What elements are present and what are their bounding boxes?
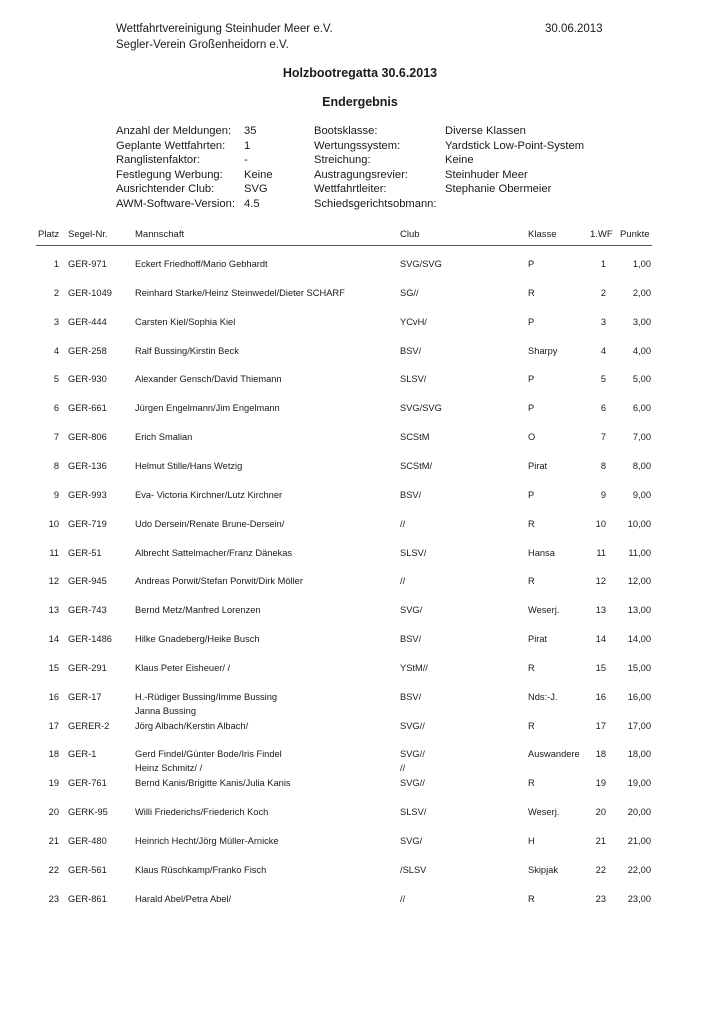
table-row <box>0 345 720 373</box>
cell-platz: 22 <box>48 864 59 875</box>
cell-crew: Jörg Albach/Kerstin Albach/ <box>135 720 249 731</box>
cell-klasse: R <box>528 576 535 587</box>
info-right-value-5 <box>445 197 584 212</box>
cell-wf: 19 <box>595 778 606 789</box>
regatta-title: Holzbootregatta 30.6.2013 <box>282 66 438 80</box>
cell-klasse: R <box>528 287 535 298</box>
cell-crew: Klaus Peter Eisheuer/ / <box>135 662 231 673</box>
cell-klasse: R <box>528 778 535 789</box>
cell-club: SVG/SVG <box>400 403 442 414</box>
cell-crew: Heinrich Hecht/Jörg Müller-Arnicke <box>135 836 279 846</box>
info-right-label-3: Austragungsrevier: <box>314 168 408 181</box>
cell-wf: 20 <box>595 807 606 818</box>
cell-crew: Carsten Kiel/Sophia Kiel <box>135 316 236 327</box>
cell-wf: 9 <box>600 489 606 500</box>
cell-klasse: R <box>528 518 535 529</box>
cell-wf: 22 <box>595 864 606 875</box>
header-crew: Mannschaft <box>135 229 185 240</box>
header-divider <box>36 245 652 246</box>
document-date: 30.06.2013 <box>545 23 603 35</box>
cell-club: BSV/ <box>400 691 422 702</box>
cell-punkte: 9,00 <box>632 489 651 500</box>
info-left-label-2: Ranglistenfaktor: <box>116 154 200 167</box>
cell-platz: 11 <box>49 547 59 558</box>
info-right-value-4: Stephanie Obermeier <box>445 183 552 196</box>
cell-platz: 19 <box>48 778 59 789</box>
header-wf: 1.WF <box>590 229 613 240</box>
cell-crew: Alexander Gensch/David Thiemann <box>135 374 282 385</box>
cell-crew: Willi Friederichs/Friederich Koch <box>135 807 269 818</box>
cell-wf: 12 <box>595 576 606 587</box>
cell-platz: 5 <box>53 374 59 385</box>
table-row <box>0 402 720 430</box>
cell-klasse: O <box>528 432 536 443</box>
cell-platz: 13 <box>48 605 59 616</box>
header-club: Club <box>400 229 420 240</box>
cell-platz: 14 <box>48 634 59 645</box>
cell-wf: 7 <box>600 432 606 443</box>
info-left-value-2: - <box>244 154 248 167</box>
cell-platz: 21 <box>48 836 59 846</box>
cell-punkte: 7,00 <box>632 432 651 443</box>
cell-punkte: 1,00 <box>632 259 651 269</box>
table-row <box>0 431 720 459</box>
cell-wf: 1 <box>600 259 606 269</box>
cell-wf: 10 <box>595 518 606 529</box>
cell-klasse: R <box>528 893 535 904</box>
cell-crew: Hilke Gnadeberg/Heike Busch <box>135 634 260 645</box>
table-row <box>0 547 720 575</box>
cell-club: SLSV/ <box>400 547 427 558</box>
cell-club-line-2: // <box>400 763 406 774</box>
info-left-value-1: 1 <box>244 139 251 152</box>
info-left-value-0: 35 <box>244 125 257 137</box>
table-row <box>0 373 720 401</box>
cell-club: YCvH/ <box>400 316 427 327</box>
cell-platz: 20 <box>48 807 59 818</box>
cell-platz: 8 <box>53 460 59 471</box>
cell-club: SVG// <box>400 720 425 731</box>
header-punkte: Punkte <box>620 229 650 240</box>
cell-punkte: 12,00 <box>627 576 651 587</box>
cell-segel-nr: GER-993 <box>68 489 107 500</box>
cell-segel-nr: GER-444 <box>68 316 107 327</box>
cell-punkte: 20,00 <box>627 807 651 818</box>
cell-crew: Klaus Rüschkamp/Franko Fisch <box>135 864 267 875</box>
cell-punkte: 3,00 <box>632 316 651 327</box>
cell-wf: 5 <box>600 374 606 385</box>
info-right-label-5: Schiedsgerichtsobmann: <box>314 197 437 210</box>
cell-crew: Reinhard Starke/Heinz Steinwedel/Dieter SCHARF <box>135 287 345 298</box>
info-left-label-5: AWM-Software-Version: <box>116 197 235 210</box>
cell-punkte: 14,00 <box>627 634 651 645</box>
table-row <box>0 489 720 517</box>
info-right-value-0: Diverse Klassen <box>445 125 526 137</box>
table-row <box>0 604 720 632</box>
cell-punkte: 23,00 <box>627 893 651 904</box>
cell-klasse: Pirat <box>528 634 548 645</box>
cell-crew: Jürgen Engelmann/Jim Engelmann <box>135 403 280 414</box>
cell-punkte: 5,00 <box>632 374 651 385</box>
cell-segel-nr: GER-291 <box>68 662 107 673</box>
table-row <box>0 720 720 748</box>
cell-klasse: Weserj. <box>528 807 560 818</box>
cell-wf: 18 <box>595 749 606 760</box>
cell-punkte: 15,00 <box>627 662 651 673</box>
cell-platz: 10 <box>48 518 59 529</box>
cell-klasse: P <box>528 489 535 500</box>
info-left-value-3: Keine <box>244 168 273 181</box>
cell-wf: 23 <box>595 893 606 904</box>
cell-crew: Udo Dersein/Renate Brune-Dersein/ <box>135 518 285 529</box>
cell-wf: 17 <box>595 720 606 731</box>
table-row <box>0 460 720 488</box>
cell-club: SLSV/ <box>400 374 427 385</box>
cell-platz: 12 <box>48 576 59 587</box>
cell-platz: 4 <box>53 345 59 356</box>
organizer-line-2: Segler-Verein Großenheidorn e.V. <box>116 39 289 51</box>
cell-segel-nr: GER-945 <box>68 576 107 587</box>
cell-club: /SLSV <box>400 864 427 875</box>
cell-club: BSV/ <box>400 634 422 645</box>
cell-segel-nr: GER-561 <box>68 864 107 875</box>
cell-segel-nr: GER-258 <box>68 345 107 356</box>
cell-platz: 23 <box>48 893 59 904</box>
organizer-block <box>116 21 333 53</box>
cell-crew: Bernd Metz/Manfred Lorenzen <box>135 605 261 616</box>
cell-platz: 9 <box>53 489 59 500</box>
cell-klasse: R <box>528 662 535 673</box>
cell-klasse: P <box>528 374 535 385</box>
info-left-values <box>244 124 273 212</box>
info-right-label-1: Wertungssystem: <box>314 139 401 152</box>
cell-wf: 11 <box>596 547 606 558</box>
cell-punkte: 17,00 <box>627 720 651 731</box>
cell-club: // <box>400 576 406 587</box>
cell-club: SCStM <box>400 432 430 443</box>
cell-club: BSV/ <box>400 345 422 356</box>
cell-klasse: Skipjak <box>528 864 558 875</box>
cell-segel-nr: GER-971 <box>68 259 107 269</box>
cell-platz: 7 <box>53 432 59 443</box>
cell-punkte: 19,00 <box>627 778 651 789</box>
cell-crew: H.-Rüdiger Bussing/Imme Bussing <box>135 691 278 702</box>
cell-segel-nr: GER-806 <box>68 432 107 443</box>
header-segel: Segel-Nr. <box>68 229 108 240</box>
cell-crew: Helmut Stille/Hans Wetzig <box>135 460 243 471</box>
cell-segel-nr: GER-861 <box>68 893 107 904</box>
cell-crew: Bernd Kanis/Brigitte Kanis/Julia Kanis <box>135 778 291 789</box>
info-left-value-5: 4.5 <box>244 197 260 210</box>
info-right-value-2: Keine <box>445 154 474 167</box>
cell-punkte: 6,00 <box>632 403 651 414</box>
cell-platz: 16 <box>48 691 59 702</box>
cell-segel-nr: GER-930 <box>68 374 107 385</box>
info-left-label-0: Anzahl der Meldungen: <box>116 125 232 137</box>
cell-club: SLSV/ <box>400 807 427 818</box>
table-row <box>0 748 720 776</box>
cell-segel-nr: GERER-2 <box>68 720 110 731</box>
info-right-value-1: Yardstick Low-Point-System <box>445 139 585 152</box>
info-left-label-4: Ausrichtender Club: <box>116 183 215 196</box>
info-left-value-4: SVG <box>244 183 268 196</box>
cell-klasse: P <box>528 316 535 327</box>
cell-klasse: Sharpy <box>528 345 558 356</box>
cell-wf: 13 <box>595 605 606 616</box>
cell-wf: 6 <box>600 403 606 414</box>
table-row <box>0 806 720 834</box>
cell-club: SVG// <box>400 749 425 760</box>
cell-klasse: Nds:-J. <box>528 691 558 702</box>
cell-punkte: 18,00 <box>627 749 651 760</box>
cell-segel-nr: GER-719 <box>68 518 107 529</box>
table-row <box>0 518 720 546</box>
table-row <box>0 662 720 690</box>
cell-klasse: R <box>528 720 535 731</box>
cell-club: // <box>400 518 406 529</box>
cell-wf: 8 <box>600 460 606 471</box>
cell-punkte: 4,00 <box>632 345 651 356</box>
cell-punkte: 10,00 <box>627 518 651 529</box>
cell-segel-nr: GER-743 <box>68 605 107 616</box>
cell-punkte: 2,00 <box>632 287 651 298</box>
cell-wf: 14 <box>595 634 606 645</box>
cell-club: YStM// <box>400 662 428 673</box>
cell-crew-line-2: Heinz Schmitz/ / <box>135 763 203 774</box>
cell-klasse: P <box>528 259 535 269</box>
cell-wf: 2 <box>600 287 606 298</box>
cell-segel-nr: GER-17 <box>68 691 102 702</box>
cell-segel-nr: GER-136 <box>68 460 107 471</box>
cell-crew: Ralf Bussing/Kirstin Beck <box>135 345 239 356</box>
cell-club: SVG/SVG <box>400 259 442 269</box>
cell-segel-nr: GER-661 <box>68 403 107 414</box>
cell-klasse: Pirat <box>528 460 548 471</box>
cell-crew: Eckert Friedhoff/Mario Gebhardt <box>135 259 268 269</box>
table-row <box>0 777 720 805</box>
table-row <box>0 287 720 315</box>
header-platz: Platz <box>38 229 60 240</box>
cell-crew-line-2: Janna Bussing <box>135 705 196 716</box>
cell-club: SVG/ <box>400 836 423 846</box>
cell-klasse: Weserj. <box>528 605 560 616</box>
cell-platz: 17 <box>48 720 59 731</box>
cell-club: SVG/ <box>400 605 423 616</box>
cell-segel-nr: GER-1486 <box>68 634 112 645</box>
cell-punkte: 16,00 <box>627 691 651 702</box>
info-left-label-3: Festlegung Werbung: <box>116 168 223 181</box>
cell-platz: 2 <box>53 287 59 298</box>
table-row <box>0 864 720 892</box>
cell-platz: 18 <box>48 749 59 760</box>
cell-segel-nr: GER-1 <box>68 749 97 760</box>
cell-klasse: Auswandere <box>528 749 580 760</box>
cell-wf: 3 <box>600 316 606 327</box>
info-right-label-2: Streichung: <box>314 154 371 167</box>
info-right-label-0: Bootsklasse: <box>314 125 378 137</box>
cell-punkte: 22,00 <box>627 864 651 875</box>
table-row <box>0 835 720 863</box>
cell-platz: 6 <box>53 403 59 414</box>
cell-wf: 21 <box>595 836 606 846</box>
cell-segel-nr: GER-1049 <box>68 287 112 298</box>
table-row <box>0 575 720 603</box>
cell-platz: 3 <box>53 316 59 327</box>
cell-club: // <box>400 893 406 904</box>
cell-crew: Harald Abel/Petra Abel/ <box>135 893 232 904</box>
cell-segel-nr: GER-51 <box>68 547 102 558</box>
table-row <box>0 893 720 921</box>
cell-punkte: 11,00 <box>628 547 651 558</box>
cell-crew: Gerd Findel/Günter Bode/Iris Findel <box>135 749 282 760</box>
info-left-labels <box>116 124 235 212</box>
info-right-labels <box>314 124 437 212</box>
cell-segel-nr: GERK-95 <box>68 807 108 818</box>
cell-platz: 15 <box>48 662 59 673</box>
cell-wf: 15 <box>595 662 606 673</box>
cell-crew: Eva- Victoria Kirchner/Lutz Kirchner <box>135 489 283 500</box>
cell-punkte: 8,00 <box>632 460 651 471</box>
info-right-value-3: Steinhuder Meer <box>445 168 528 181</box>
cell-club: SCStM/ <box>400 460 433 471</box>
cell-club: BSV/ <box>400 489 422 500</box>
table-row <box>0 316 720 344</box>
cell-wf: 4 <box>600 345 606 356</box>
info-right-values <box>445 124 584 212</box>
cell-klasse: Hansa <box>528 547 555 558</box>
cell-klasse: P <box>528 403 535 414</box>
cell-segel-nr: GER-480 <box>68 836 107 846</box>
cell-punkte: 21,00 <box>627 836 651 846</box>
result-title: Endergebnis <box>322 95 398 109</box>
table-row <box>0 633 720 661</box>
cell-wf: 16 <box>595 691 606 702</box>
cell-segel-nr: GER-761 <box>68 778 107 789</box>
cell-crew: Albrecht Sattelmacher/Franz Dänekas <box>135 547 293 558</box>
header-klasse: Klasse <box>528 229 557 240</box>
organizer-line-1: Wettfahrtvereinigung Steinhuder Meer e.V. <box>116 23 333 35</box>
cell-crew: Andreas Porwit/Stefan Porwit/Dirk Möller <box>135 576 303 587</box>
table-row <box>0 258 720 286</box>
cell-crew: Erich Smalian <box>135 432 193 443</box>
table-row <box>0 691 720 719</box>
info-right-label-4: Wettfahrtleiter: <box>314 183 387 196</box>
cell-club: SG// <box>400 287 419 298</box>
cell-punkte: 13,00 <box>627 605 651 616</box>
cell-klasse: H <box>528 836 535 846</box>
info-left-label-1: Geplante Wettfahrten: <box>116 139 226 152</box>
cell-platz: 1 <box>53 259 59 269</box>
cell-club: SVG// <box>400 778 425 789</box>
